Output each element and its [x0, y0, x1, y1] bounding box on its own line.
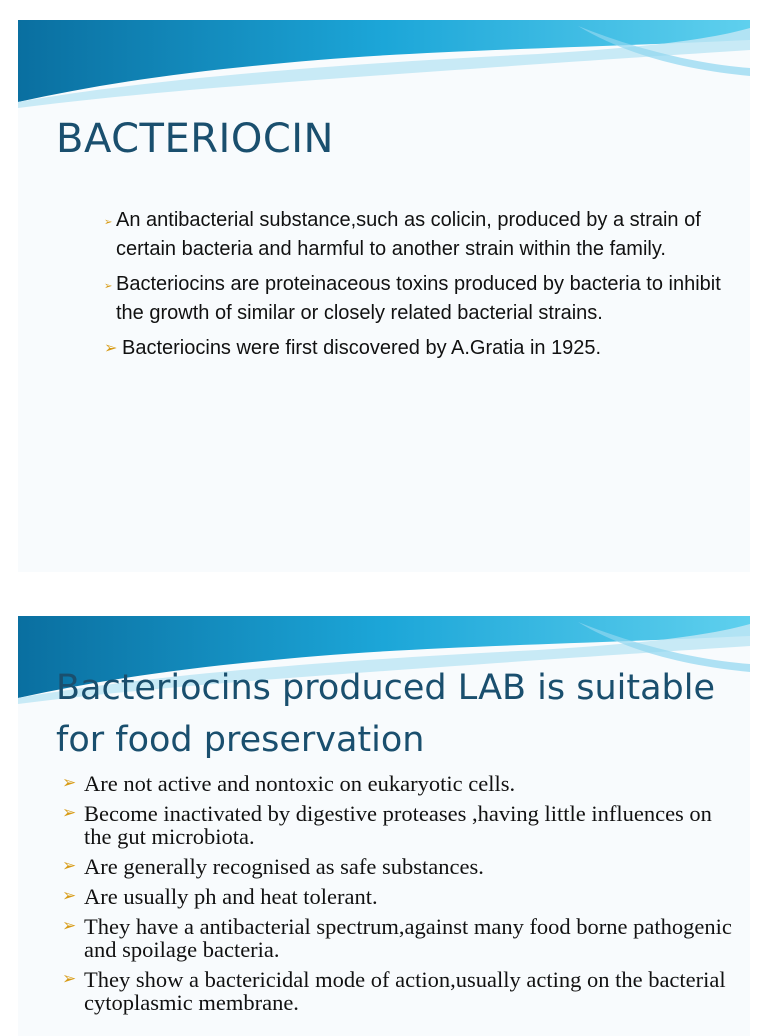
list-item: ➢ Bacteriocins are proteinaceous toxins produced by bacteria to inhibit the growth of similar or closely related bacterial strains. — [104, 273, 721, 324]
slide-2 — [18, 616, 750, 1036]
arrow-bullet-icon: ➢ — [62, 969, 77, 989]
slide-1 — [18, 20, 750, 572]
arrow-bullet-icon: ➢ — [104, 281, 113, 292]
list-item: ➢ They show a bactericidal mode of action,usually acting on the bacterial cytoplasmic membrane. — [62, 967, 726, 1015]
list-item: ➢ Are not active and nontoxic on eukaryotic cells. — [62, 771, 516, 796]
arrow-bullet-icon: ➢ — [62, 886, 77, 906]
arrow-bullet-icon: ➢ — [62, 803, 77, 823]
list-item: ➢ An antibacterial substance,such as colicin, produced by a strain of certain bacteria and harmful to another strain within the family. — [104, 209, 701, 260]
list-item: ➢ They have a antibacterial spectrum,against many food borne pathogenic and spoilage bacteria. — [62, 914, 732, 962]
list-item: ➢ Bacteriocins were first discovered by A.Gratia in 1925. — [104, 334, 724, 363]
arrow-bullet-icon: ➢ — [104, 217, 113, 228]
arrow-bullet-icon: ➢ — [62, 856, 77, 876]
list-item: ➢ Become inactivated by digestive proteases ,having little influences on the gut microbiota. — [62, 801, 712, 849]
slide-1-header-banner — [18, 20, 750, 110]
list-item: ➢ Are usually ph and heat tolerant. — [62, 884, 378, 909]
arrow-bullet-icon: ➢ — [62, 916, 77, 936]
arrow-bullet-icon: ➢ — [104, 340, 118, 357]
arrow-bullet-icon: ➢ — [62, 773, 77, 793]
list-item: ➢ Are generally recognised as safe substances. — [62, 854, 484, 879]
slide-1-title: BACTERIOCIN — [56, 116, 334, 162]
slide-1-bullet-list — [104, 206, 724, 369]
slide-2-title: Bacteriocins produced LAB is suitable for food preservation — [56, 668, 716, 760]
slide-2-bullet-list — [62, 772, 742, 1021]
